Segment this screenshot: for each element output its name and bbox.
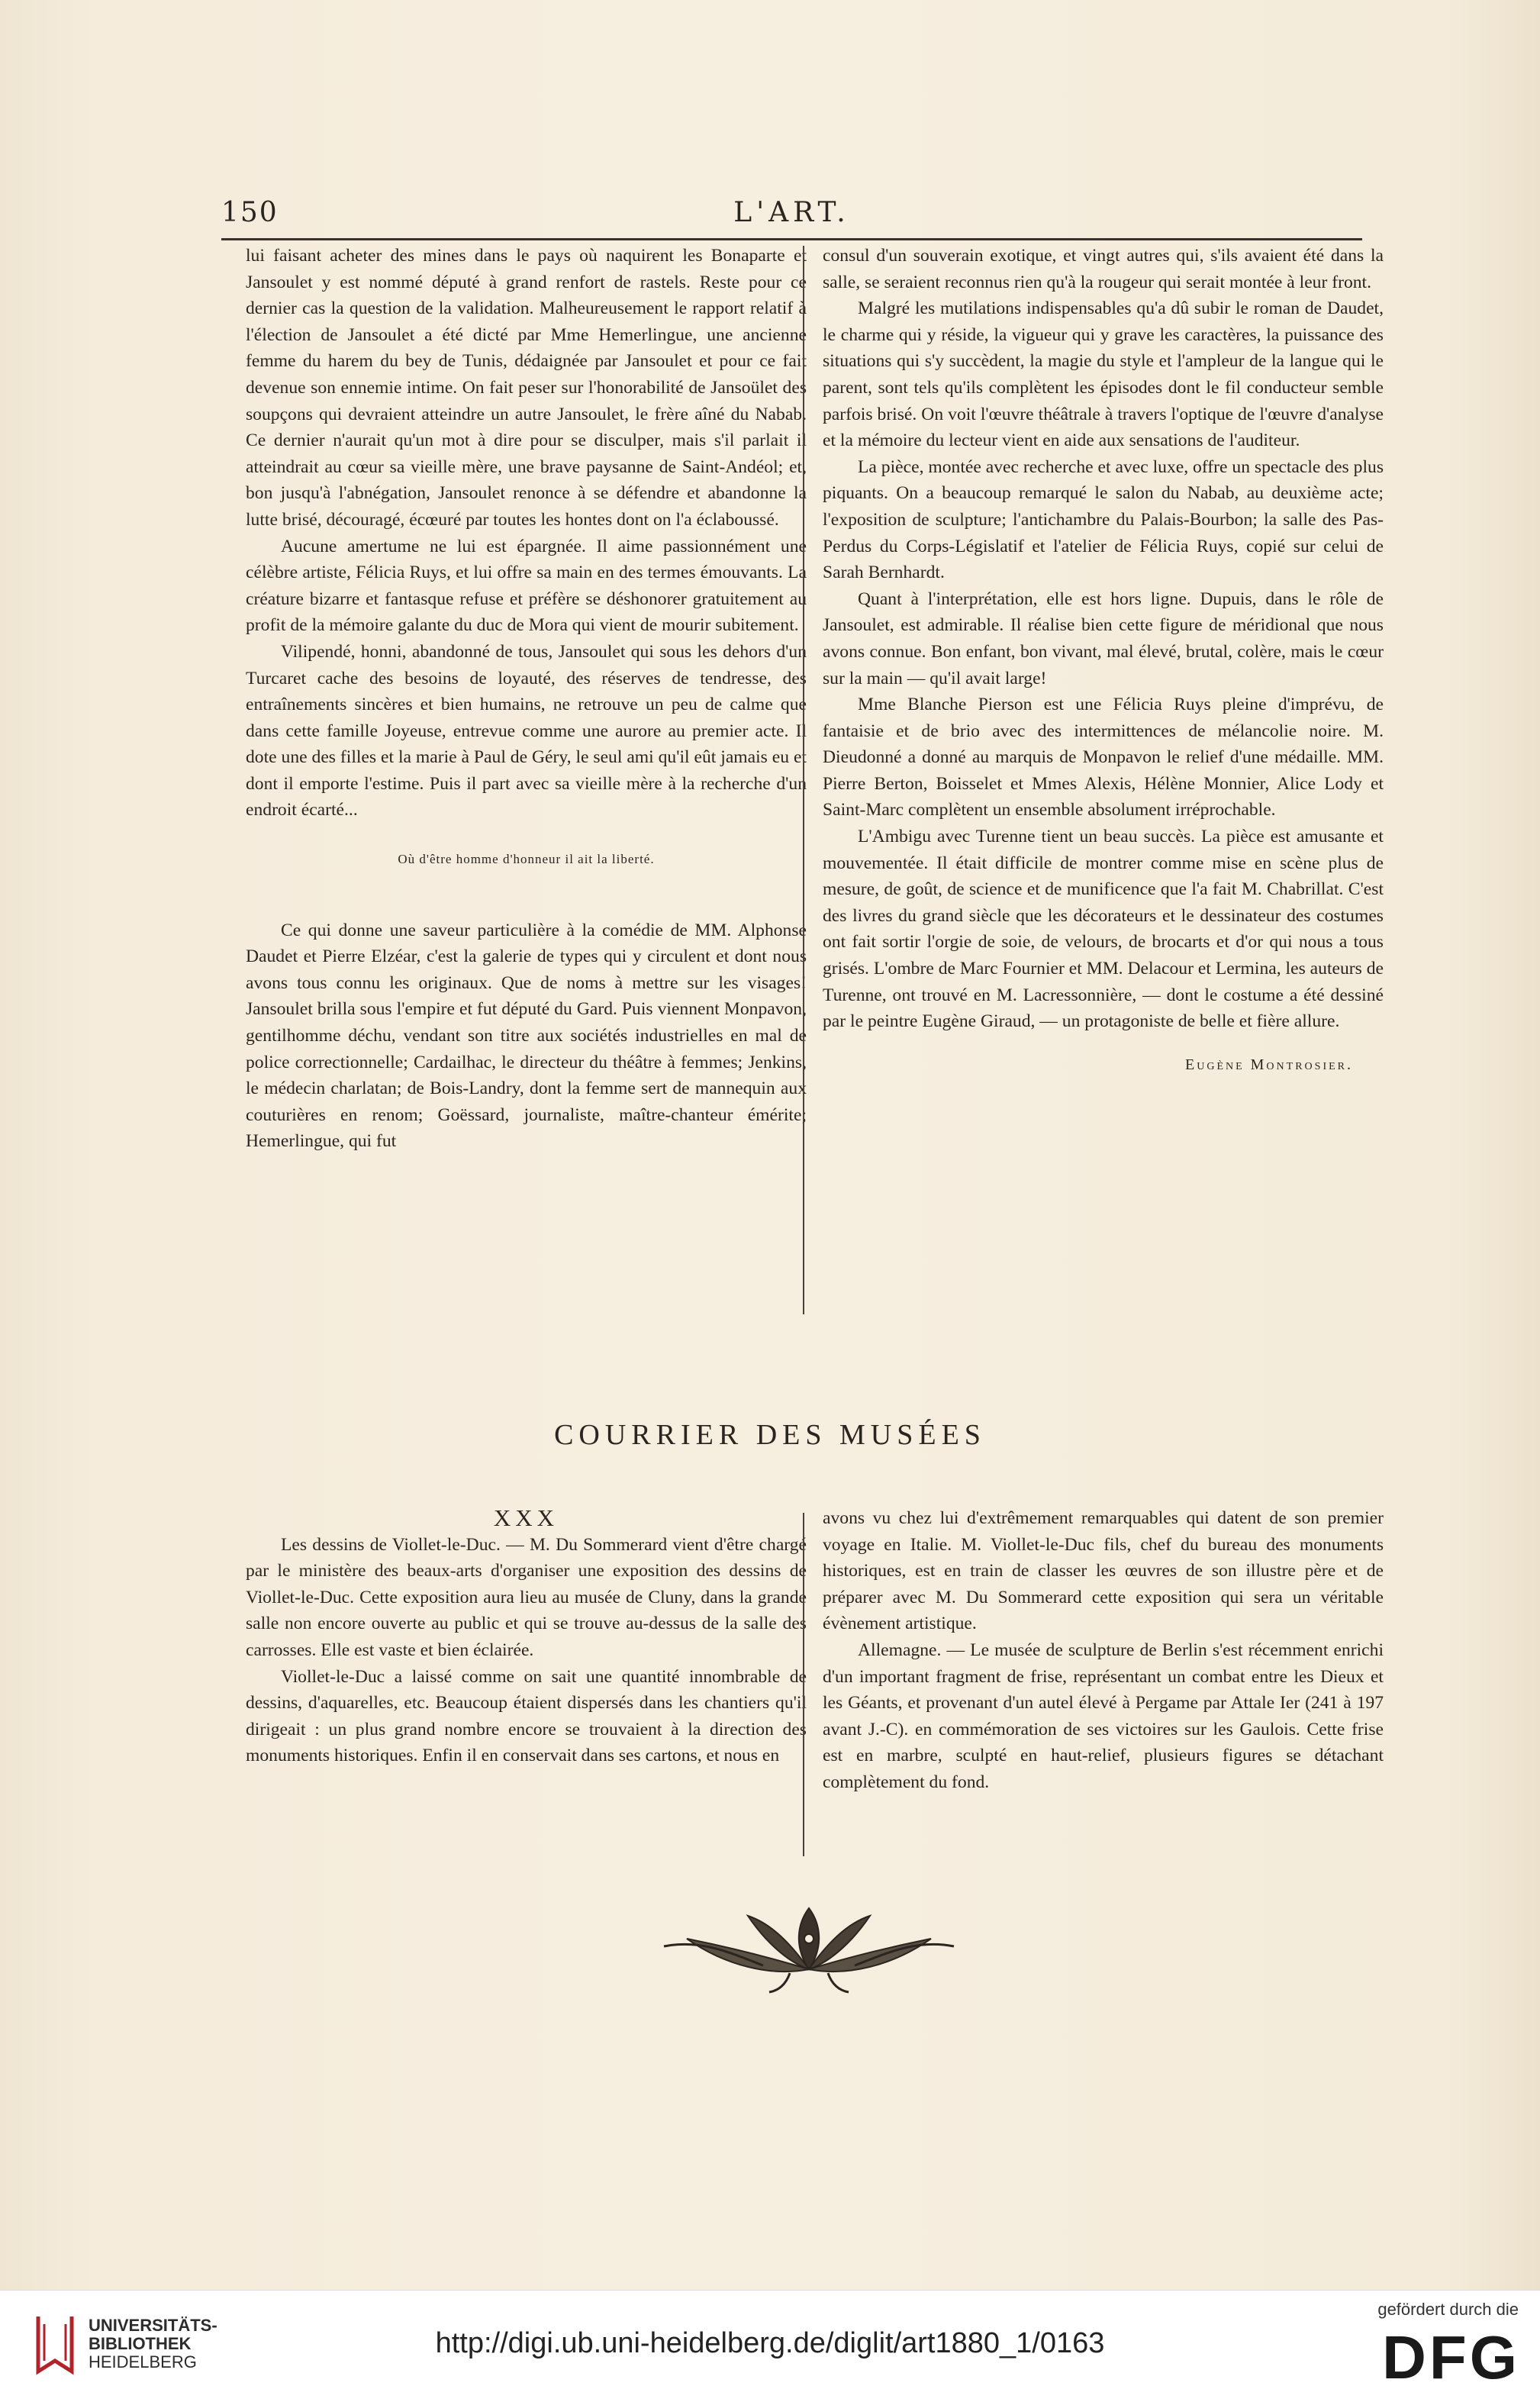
paragraph: Vilipendé, honni, abandonné de tous, Jansoulet qui sous les dehors d'un Turcaret cache des besoins de loyauté, des réserves de tendresse, des entraînements sincères et bien humains, ne retrouve un peu de calme que dans cette famille Joyeuse, entrevue comme une aurore au premier acte. Il dote une des filles et la marie à Paul de Géry, le seul ami qu'il eût jamais eu et dont il emporte l'estime. Puis il part avec sa vieille mère à la recherche d'un endroit écarté... — [246, 641, 807, 821]
dfg-logo: DFG — [1382, 2323, 1520, 2391]
paragraph: lui faisant acheter des mines dans le pays où naquirent les Bonaparte et Jansoulet y est nommé député à grand renfort de rastels. Reste pour ce dernier cas la question de la validation. Malheureusement le rapport relatif à l'élection de Jansoulet a été dicté par Mme Hemerlingue, une ancienne femme du harem du bey de Tunis, dédaignée par Jansoulet et pour ce fait devenue son ennemie intime. On fait peser sur l'honorabilité de Jansoület des soupçons qui devraient atteindre un autre Jansoulet, le frère aîné du Nabab. Ce dernier n'aurait qu'un mot à dire pour se disculper, mais s'il parlait il atteindrait au cœur sa vieille mère, une brave paysanne de Saint-Andéol; et, bon jusqu'à l'abnégation, Jansoulet renonce à se défendre et abandonne la lutte brisé, découragé, écœuré par toutes les hontes dont on l'a éclaboussé. — [246, 246, 807, 530]
verse-quote: Où d'être homme d'honneur il ait la liberté. — [398, 852, 655, 867]
paragraph: Allemagne. — Le musée de sculpture de Berlin s'est récemment enrichi d'un important fragment de frise, représentant un combat entre les Dieux et les Géants, et provenant d'un autel élevé à Pergame par Attale Ier (241 à 197 avant J.-C). en commémoration de ses victoires sur les Gaulois. Cette frise est en marbre, sculpté en haut-relief, plusieurs figures se détachant complètement du fond. — [823, 1639, 1384, 1792]
document-url-link[interactable]: http://digi.ub.uni-heidelberg.de/diglit/art1880_1/0163 — [435, 2327, 1105, 2359]
column-left-bottom — [246, 1505, 807, 1769]
paragraph: Mme Blanche Pierson est une Félicia Ruys pleine d'imprévu, de fantaisie et de brio avec des intermittences de mélancolie noire. M. Dieudonné a donné au marquis de Monpavon le relief d'une médaille. MM. Pierre Berton, Boisselet et Mmes Alexis, Hélène Monnier, Alice Lody et Saint-Marc complètent un ensemble absolument irréprochable. — [823, 695, 1384, 821]
paragraph: L'Ambigu avec Turenne tient un beau succès. La pièce est amusante et mouvementée. Il était difficile de montrer comme mise en scène plus de mesure, de goût, de science et de munificence que l'a fait M. Chabrillat. C'est des livres du grand siècle que les décorateurs et le dessinateur des costumes ont fait sortir l'orgie de soie, de velours, de brocarts et d'or qui nous a tous grisés. L'ombre de Marc Fournier et MM. Delacour et Lermina, les auteurs de Turenne, ont trouvé en M. Lacressonnière, — dont le costume a été dessiné par le peintre Eugène Giraud, — un protagoniste de belle et fière allure. — [823, 827, 1384, 1032]
floral-ornament-icon — [656, 1893, 962, 2000]
institution-line: BIBLIOTHEK — [89, 2334, 192, 2353]
paragraph: avons vu chez lui d'extrêmement remarquables qui datent de son premier voyage en Italie. M. Viollet-le-Duc fils, chef du bureau des monuments historiques, est en train de classer les œuvres de son illustre père et de préparer avec M. Du Sommerard cette exposition qui sera un véritable évènement artistique. — [823, 1508, 1384, 1634]
page-header — [221, 197, 1362, 235]
paragraph: Quant à l'interprétation, elle est hors ligne. Dupuis, dans le rôle de Jansoulet, est admirable. Il réalise bien cette figure de méridional que nous avons connue. Bon enfant, bon vivant, mal élevé, brutal, colère, mais le cœur sur la main — qu'il avait large! — [823, 588, 1384, 688]
header-rule — [221, 238, 1362, 240]
column-divider — [803, 1513, 804, 1856]
viewer-footer — [0, 2290, 1540, 2402]
author-signature: Eugène Montrosier. — [1185, 1056, 1353, 1073]
institution-line: HEIDELBERG — [89, 2352, 197, 2371]
paragraph: La pièce, montée avec recherche et avec luxe, offre un spectacle des plus piquants. On a beaucoup remarqué le salon du Nabab, au deuxième acte; l'exposition de sculpture; l'antichambre du Palais-Bourbon; la salle des Pas-Perdus du Corps-Législatif et l'atelier de Félicia Ruys, copié sur celui de Sarah Bernhardt. — [823, 456, 1384, 583]
paragraph: consul d'un souverain exotique, et vingt autres qui, s'ils avaient été dans la salle, se seraient reconnus rien qu'à la rougeur qui serait montée à leur front. — [823, 246, 1384, 292]
running-title: L'ART. — [733, 197, 850, 228]
paragraph: Aucune amertume ne lui est épargnée. Il aime passionnément une célèbre artiste, Félicia Ruys, et lui offre sa main en des termes émouvants. La créature bizarre et fantasque refuse et préfère se déshonorer gratuitement au profit de la mémoire galante du duc de Mora qui vient de mourir subitement. — [246, 536, 807, 636]
column-right-top — [823, 243, 1384, 1078]
column-right-bottom — [823, 1505, 1384, 1796]
page-number: 150 — [221, 197, 279, 228]
paragraph: Les dessins de Viollet-le-Duc. — M. Du Sommerard vient d'être chargé par le ministère des beaux-arts d'organiser une exposition des dessins de Viollet-le-Duc. Cette exposition aura lieu au musée de Cluny, dans la grande salle non encore ouverte au public et qui se trouve au-dessus de la salle des carrosses. Elle est vaste et bien éclairée. — [246, 1534, 807, 1660]
section-title: COURRIER DES MUSÉES — [554, 1419, 986, 1451]
paragraph: Ce qui donne une saveur particulière à la comédie de MM. Alphonse Daudet et Pierre Elzéar, c'est la galerie de types qui y circulent et dont nous avons tous connu les originaux. Que de noms à mettre sur les visages! Jansoulet brilla sous l'empire et fut député du Gard. Puis viennent Monpavon, gentilhomme déchu, vendant son titre aux sociétés industrielles en mal de police correctionnelle; Cardailhac, le directeur du théâtre à femmes; Jenkins, le médecin charlatan; de Bois-Landry, dont la femme sert de mannequin aux couturières en renom; Goëssard, journaliste, maître-chanteur émérite; Hemerlingue, qui fut — [246, 920, 807, 1152]
section-number: XXX — [493, 1504, 559, 1531]
column-divider — [803, 246, 804, 1314]
column-left-top — [246, 243, 807, 1155]
funded-by-label: gefördert durch die — [1377, 2300, 1519, 2319]
institution-line: UNIVERSITÄTS- — [89, 2316, 217, 2335]
paragraph: Viollet-le-Duc a laissé comme on sait une quantité innombrable de dessins, d'aquarelles, etc. Beaucoup étaient dispersés dans les chantiers qu'il dirigeait : un plus grand nombre encore se trouvaient à la direction des monuments historiques. Enfin il en conservait dans ses cartons, et nous en — [246, 1666, 807, 1766]
paragraph: Malgré les mutilations indispensables qu'a dû subir le roman de Daudet, le charme qui y réside, la vigueur qui y grave les caractères, la puissance des situations qui s'y succèdent, la magie du style et l'ampleur de la langue qui le parent, sont tels qu'ils complètent les épisodes dont le fil conducteur semble parfois brisé. On voit l'œuvre théâtrale à travers l'optique de l'œuvre d'analyse et la mémoire du lecteur vient en aide aux sensations de l'auditeur. — [823, 298, 1384, 451]
